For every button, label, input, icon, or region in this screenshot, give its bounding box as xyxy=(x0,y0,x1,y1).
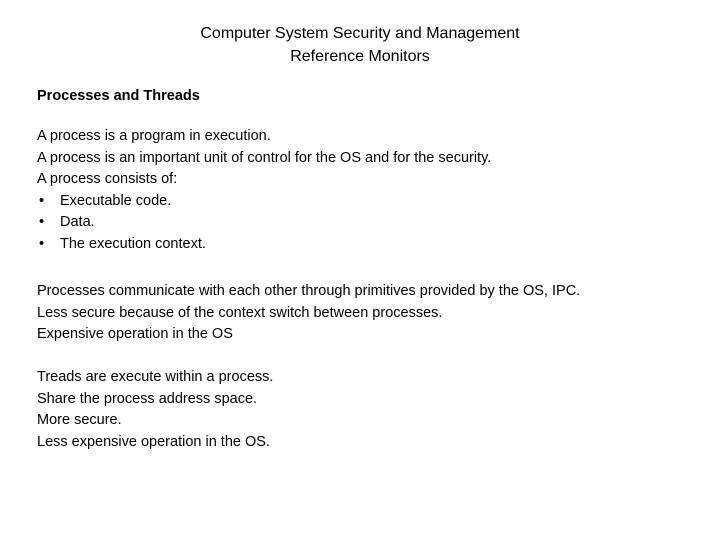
bullet-icon: • xyxy=(39,192,45,209)
bullet-icon: • xyxy=(39,214,45,230)
bullet-text: Executable code. xyxy=(60,192,172,209)
text-line: Less secure because of the context switch between processes. xyxy=(37,304,443,321)
bullet-item xyxy=(37,212,491,234)
bullet-icon: • xyxy=(39,235,45,252)
bullet-item xyxy=(37,191,491,213)
process-communication-block xyxy=(37,281,580,346)
bullet-text: The execution context. xyxy=(60,235,206,252)
title-line-2: Reference Monitors xyxy=(290,48,430,65)
process-definition-block xyxy=(37,126,491,255)
title-line-1: Computer System Security and Management xyxy=(200,25,520,42)
text-line: A process is a program in execution. xyxy=(37,128,271,144)
section-heading: Processes and Threads xyxy=(37,88,200,104)
text-line: A process consists of: xyxy=(37,171,178,187)
text-line: Processes communicate with each other through primitives provided by the OS, IPC. xyxy=(37,283,581,299)
text-line: A process is an important unit of control for the OS and for the security. xyxy=(37,149,492,166)
text-line: Expensive operation in the OS xyxy=(37,326,233,342)
bullet-text: Data. xyxy=(60,214,95,230)
threads-block xyxy=(37,367,273,453)
text-line: Treads are execute within a process. xyxy=(37,369,274,385)
slide-title xyxy=(0,22,720,68)
text-line: More secure. xyxy=(37,412,122,428)
text-line: Share the process address space. xyxy=(37,390,258,407)
text-line: Less expensive operation in the OS. xyxy=(37,433,270,450)
bullet-item xyxy=(37,234,491,256)
